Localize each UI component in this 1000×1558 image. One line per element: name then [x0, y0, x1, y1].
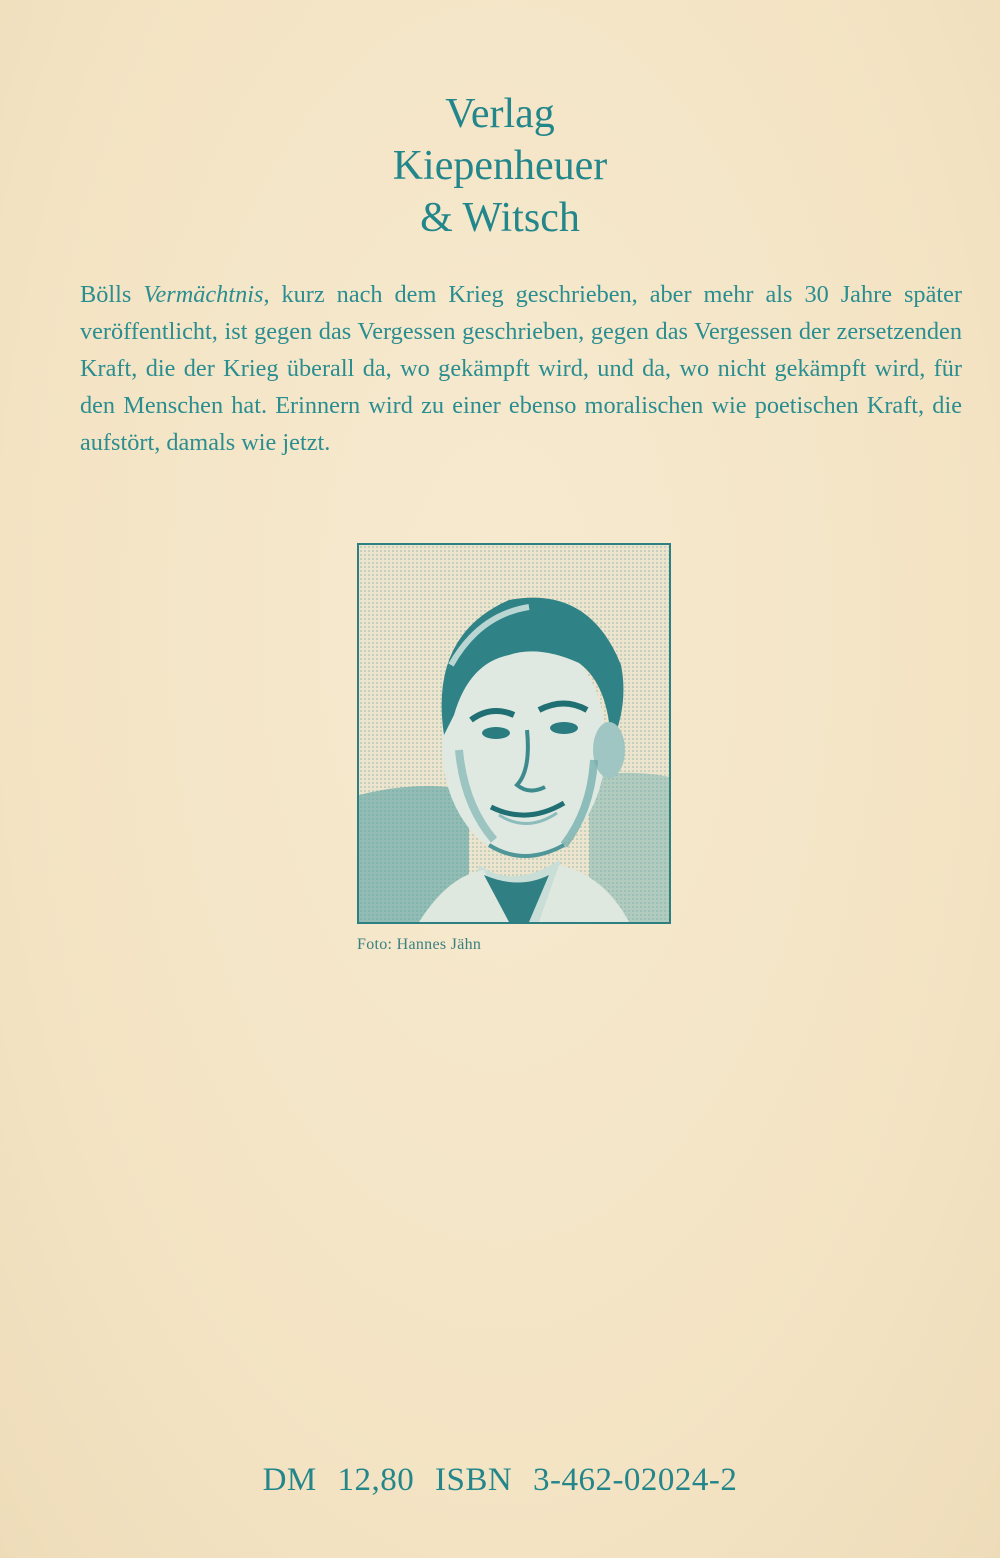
- publisher-name: [0, 88, 1000, 244]
- isbn: ISBN 3-462-02024-2: [435, 1462, 738, 1498]
- author-photo: [357, 543, 671, 924]
- publisher-line-3: & Witsch: [420, 195, 580, 241]
- blurb-body: , kurz nach dem Krieg geschrieben, aber mehr als 30 Jahre später veröffentlicht, ist gegen das Vergessen geschrieben, gegen das Vergessen der zersetzenden Kraft, die der Krieg überall da, wo gekämpft wird, und da, wo nicht gekämpft wird, für den Menschen hat. Erinnern wird zu einer ebenso moralischen wie poetischen Kraft, die aufstört, damals wie jetzt.: [80, 281, 962, 456]
- publisher-line-2: Kiepenheuer: [392, 143, 608, 189]
- blurb-lead: Bölls: [80, 281, 144, 308]
- photo-caption: Foto: Hannes Jähn: [357, 936, 482, 953]
- price: DM 12,80: [262, 1462, 415, 1498]
- author-portrait-image: [359, 545, 669, 922]
- blurb-text: [80, 276, 962, 461]
- book-title: Vermächtnis: [143, 281, 264, 308]
- publisher-line-1: Verlag: [445, 91, 555, 137]
- price-isbn-line: [0, 1462, 1000, 1499]
